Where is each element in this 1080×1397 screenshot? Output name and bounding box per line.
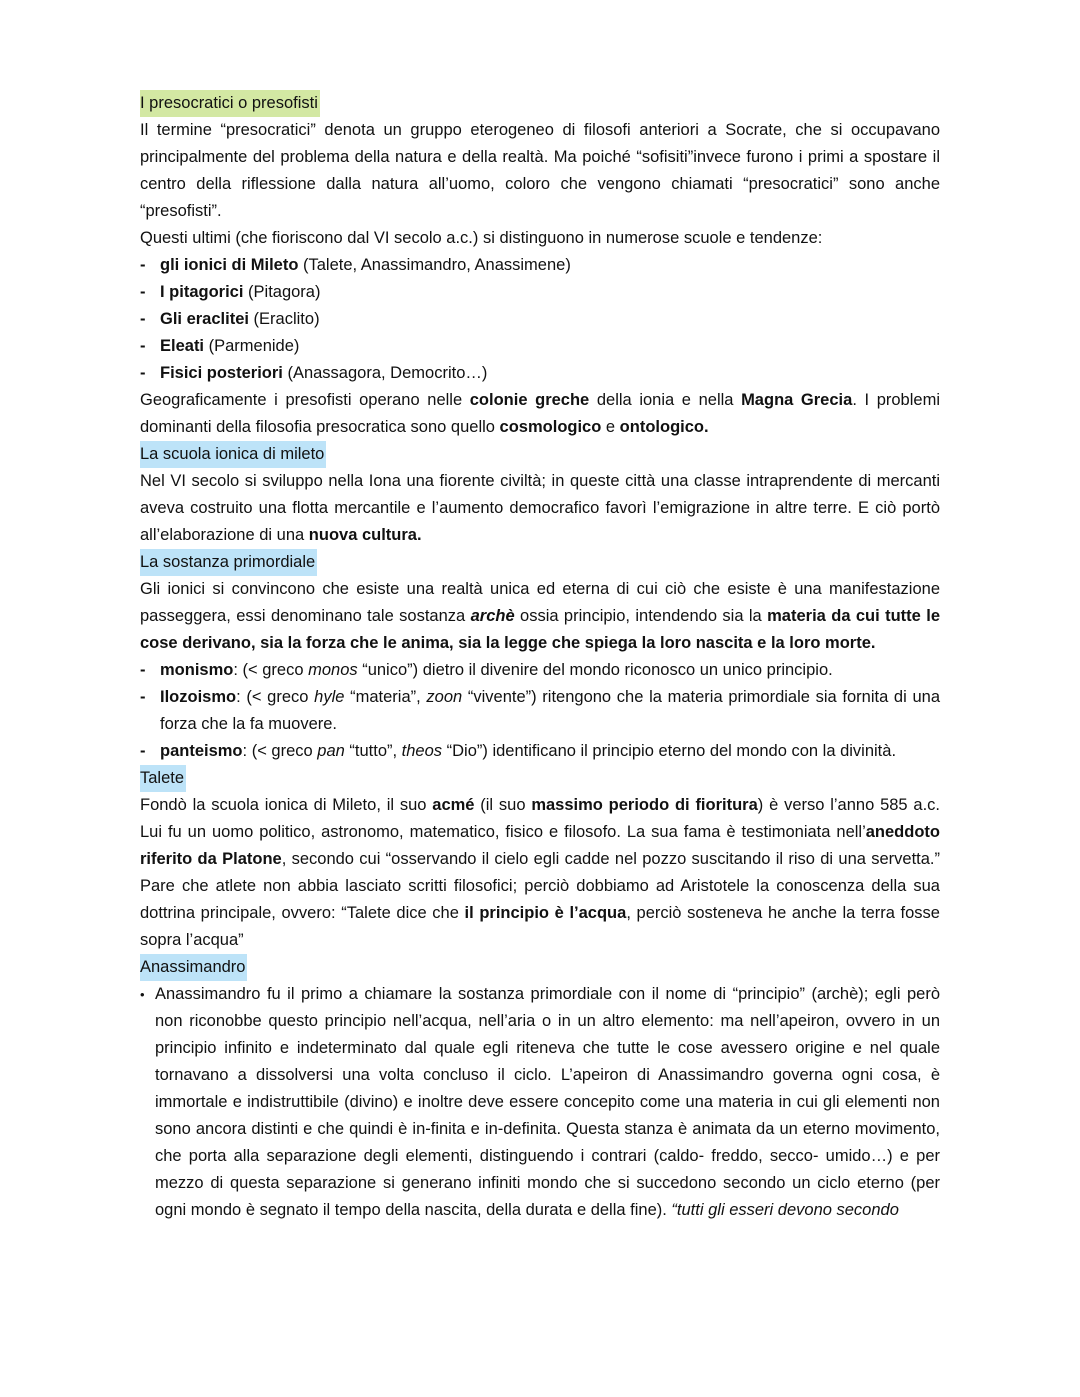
italic-text: zoon — [426, 688, 463, 706]
school-name: gli ionici di Mileto — [160, 256, 299, 274]
text: : (< greco — [236, 688, 315, 706]
text: Geograficamente i presofisti operano nelle — [140, 391, 470, 409]
paragraph-geography — [140, 387, 940, 441]
bold-text: acmé — [432, 796, 475, 814]
text: . I problemi dominanti della filosofia presocratica sono quello — [140, 391, 940, 436]
list-item — [140, 738, 940, 765]
school-name: Fisici posteriori — [160, 364, 283, 382]
text: (il suo — [474, 796, 532, 814]
text: “unico”) dietro il divenire del mondo riconosco un unico principio. — [357, 661, 833, 679]
anassimandro-list — [140, 981, 940, 1224]
text: : (< greco — [233, 661, 309, 679]
list-item — [140, 684, 940, 738]
term: monismo — [160, 661, 234, 679]
paragraph-schools-intro: Questi ultimi (che fioriscono dal VI secolo a.c.) si distinguono in numerose scuole e tendenze: — [140, 229, 823, 247]
bold-text: massimo periodo di fioritura — [531, 796, 758, 814]
italic-text: pan — [317, 742, 345, 760]
bold-italic-term: archè — [470, 607, 515, 625]
text: “materia”, — [344, 688, 427, 706]
term: panteismo — [160, 742, 243, 760]
text: e — [601, 418, 620, 436]
school-name: Eleati — [160, 337, 205, 355]
bold-text: il principio è l’acqua — [464, 904, 627, 922]
dash-bullet-icon — [140, 333, 154, 360]
text: , secondo cui “osservando il cielo egli cadde nel pozzo suscitando il riso di una servetta.” Pare che atlete non abbia lasciato scritti filosofici; perciò dobbiamo ad Aristotele la conoscenza della sua dottrina principale, ovvero: “Talete dice che — [140, 850, 940, 922]
section-heading-talete: Talete — [140, 765, 186, 792]
paragraph-sostanza — [140, 576, 940, 657]
list-item — [140, 981, 940, 1224]
dash-bullet-icon — [140, 684, 154, 711]
bold-text: aneddoto riferito da Platone — [140, 823, 940, 868]
text: ossia principio, intendendo sia la — [514, 607, 768, 625]
term: Ilozoismo — [160, 688, 237, 706]
school-members: (Talete, Anassimandro, Anassimene) — [298, 256, 571, 274]
text: “Dio”) identificano il principio eterno del mondo con la divinità. — [442, 742, 897, 760]
text: Anassimandro fu il primo a chiamare la sostanza primordiale con il nome di “principio” (archè); egli però non riconobbe questo principio nell’acqua, nell’aria o in un altro elemento: ma nell’apeiron, ovvero in un principio infinito e indeterminato dal quale egli riteneva che tutte le cose avessero origine e nel quale tornavano a dissolversi una volta concluso il ciclo. L’apeiron di Anassimandro governa ogni cosa, è immortale e indistruttibile (divino) e inoltre deve essere concepito come una materia in cui gli elementi non sono ancora distinti e che quindi è in-finita e in-definita. Questa stanza è animata da un eterno movimento, che porta alla separazione degli elementi, distinguendo i contrari (caldo- freddo, secco- umido…) e per mezzo di questa separazione si generano infiniti mondo che si succedono secondo un ciclo eterno (per ogni mondo è segnato il tempo della nascita, della durata e della fine). — [155, 985, 940, 1219]
list-item — [140, 252, 940, 279]
dash-bullet-icon — [140, 657, 154, 684]
schools-list — [140, 252, 940, 387]
italic-text: theos — [401, 742, 443, 760]
list-item — [140, 333, 940, 360]
school-name: Gli eraclitei — [160, 310, 249, 328]
dash-bullet-icon — [140, 252, 154, 279]
school-members: (Pitagora) — [243, 283, 321, 301]
paragraph-scuola-ionica — [140, 468, 940, 549]
school-members: (Eraclito) — [248, 310, 320, 328]
section-heading-sostanza: La sostanza primordiale — [140, 549, 317, 576]
bold-text: Magna Grecia — [741, 391, 853, 409]
text: Fondò la scuola ionica di Mileto, il suo — [140, 796, 433, 814]
list-item — [140, 279, 940, 306]
paragraph-talete — [140, 792, 940, 954]
round-bullet-icon — [140, 981, 154, 1008]
text: : (< greco — [242, 742, 318, 760]
italic-text: hyle — [314, 688, 345, 706]
bold-text: nuova cultura. — [308, 526, 422, 544]
dash-bullet-icon — [140, 738, 154, 765]
text: “tutto”, — [344, 742, 402, 760]
bold-text: cosmologico — [499, 418, 602, 436]
section-heading-scuola-ionica: La scuola ionica di mileto — [140, 441, 326, 468]
dash-bullet-icon — [140, 279, 154, 306]
paragraph-intro: Il termine “presocratici” denota un gruppo eterogeneo di filosofi anteriori a Socrate, che si occupavano principalmente del problema della natura e della realtà. Ma poiché “sofisiti”invece furono i primi a spostare il centro della riflessione dalla natura all’uomo, coloro che vengono chiamati “presocratici” sono anche “presofisti”. — [140, 121, 940, 220]
section-heading-presocratici: I presocratici o presofisti — [140, 90, 320, 117]
school-members: (Anassagora, Democrito…) — [282, 364, 488, 382]
text: ) è verso l’anno 585 a.c. Lui fu un uomo politico, astronomo, matematico, fisico e filosofo. La sua fama è testimoniata nell’ — [140, 796, 940, 841]
terms-list — [140, 657, 940, 765]
bold-text: materia da cui tutte le cose derivano, sia la forza che le anima, sia la legge che spiega la loro nascita e la loro morte. — [140, 607, 941, 652]
list-item — [140, 657, 940, 684]
section-heading-anassimandro: Anassimandro — [140, 954, 247, 981]
text: Gli ionici si convincono che esiste una realtà unica ed eterna di cui ciò che esiste è una manifestazione passeggera, essi denominano tale sostanza — [140, 580, 940, 625]
list-item — [140, 360, 940, 387]
school-name: I pitagorici — [160, 283, 244, 301]
text: Nel VI secolo si sviluppo nella Iona una fiorente civiltà; in queste città una classe intraprendente di mercanti aveva costruito una flotta mercantile e l’aumento democrafico favorì l’emigrazione in altre terre. E ciò portò all’elaborazione di una — [140, 472, 940, 544]
bold-text: colonie greche — [469, 391, 590, 409]
text: , perciò sosteneva he anche la terra fosse sopra l’acqua” — [140, 904, 940, 949]
document-page — [140, 90, 940, 1224]
dash-bullet-icon — [140, 360, 154, 387]
text: “vivente”) ritengono che la materia primordiale sia fornita di una forza che la fa muovere. — [160, 688, 940, 733]
text: della ionia e nella — [589, 391, 742, 409]
list-item — [140, 306, 940, 333]
italic-text: monos — [308, 661, 358, 679]
dash-bullet-icon — [140, 306, 154, 333]
italic-quote: “tutti gli esseri devono secondo — [671, 1201, 899, 1219]
bold-text: ontologico. — [619, 418, 709, 436]
school-members: (Parmenide) — [204, 337, 300, 355]
